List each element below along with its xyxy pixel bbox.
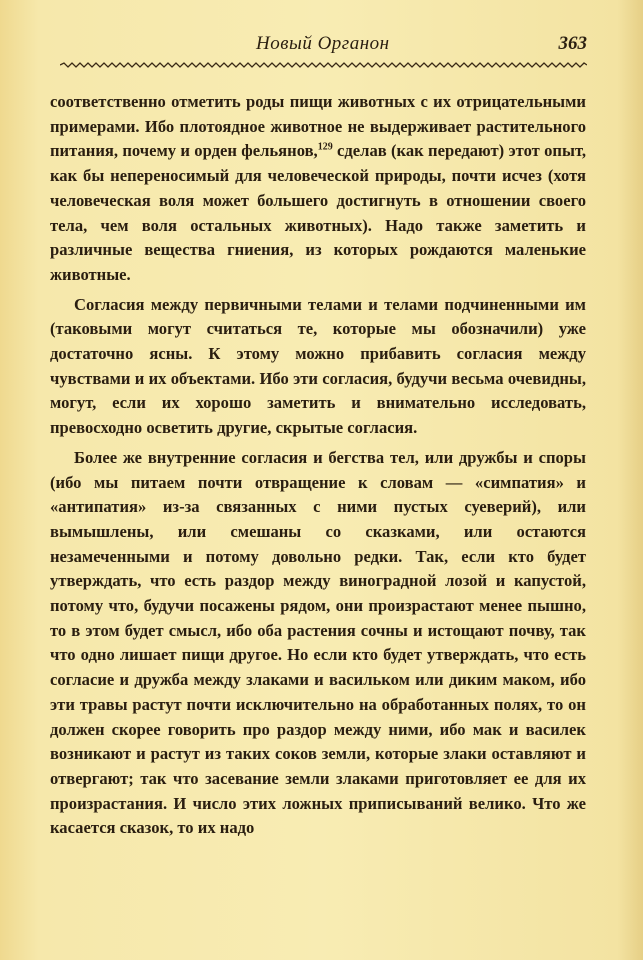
paragraph-2: Согласия между первичными телами и телами подчиненными им (таковыми могут считаться те, которые мы обозначили) уже достаточно ясны. К этому можно прибавить согласия между чувствами и их объектами. Ибо эти согласия, будучи весьма очевидны, могут, если их хорошо заметить и внимательно исследовать, превосходно осветить другие, скрытые согласия. (50, 294, 586, 438)
paragraph-1-part-2: сделав (как передают) этот опыт, как бы непереносимый для человеческой природы, почти исчез (хотя человеческая воля может большего достигнуть в отношении своего тела, чем воля остальных животных). Надо также заметить и различные вещества гниения, из которых рождаются маленькие животные. (50, 141, 586, 284)
page-number: 363 (558, 33, 587, 54)
page-header (60, 33, 587, 61)
running-title: Новый Органон (256, 33, 390, 54)
main-text (50, 90, 586, 841)
paragraph-1-part-1: соответственно отметить роды пищи животных с их отрицательными примерами. Ибо плотоядное животное не выдерживает растительного питания, почему и орден фельянов, (50, 92, 586, 161)
footnote-marker[interactable]: 129 (317, 141, 333, 153)
paragraph-3: Более же внутренние согласия и бегства тел, или дружбы и споры (ибо мы питаем почти отвращение к словам — «симпатия» и «антипатия» из-за связанных с ними пустых суеверий), или вымышлены, или смешаны со сказками, или остаются незамеченными и потому довольно редки. Так, если кто будет утверждать, что есть раздор между виноградной лозой и капустой, потому что, будучи посажены рядом, они произрастают менее пышно, то в этом будет смысл, ибо оба растения сочны и истощают почву, так что одно лишает пищи другое. Но если кто будет утверждать, что есть согласие и дружба между злаками и васильком или диким маком, ибо эти травы растут почти исключительно на обработанных полях, то он должен скорее говорить про раздор между ними, ибо мак и василек возникают и растут из таких соков земли, которые злаки оставляют и отвергают; так что засевание земли злаками приготовляет ее для их произрастания. И число этих ложных приписываний велико. Что же касается сказок, то их надо (50, 447, 586, 838)
paragraph-1 (50, 90, 586, 288)
ornamental-rule (60, 62, 587, 68)
